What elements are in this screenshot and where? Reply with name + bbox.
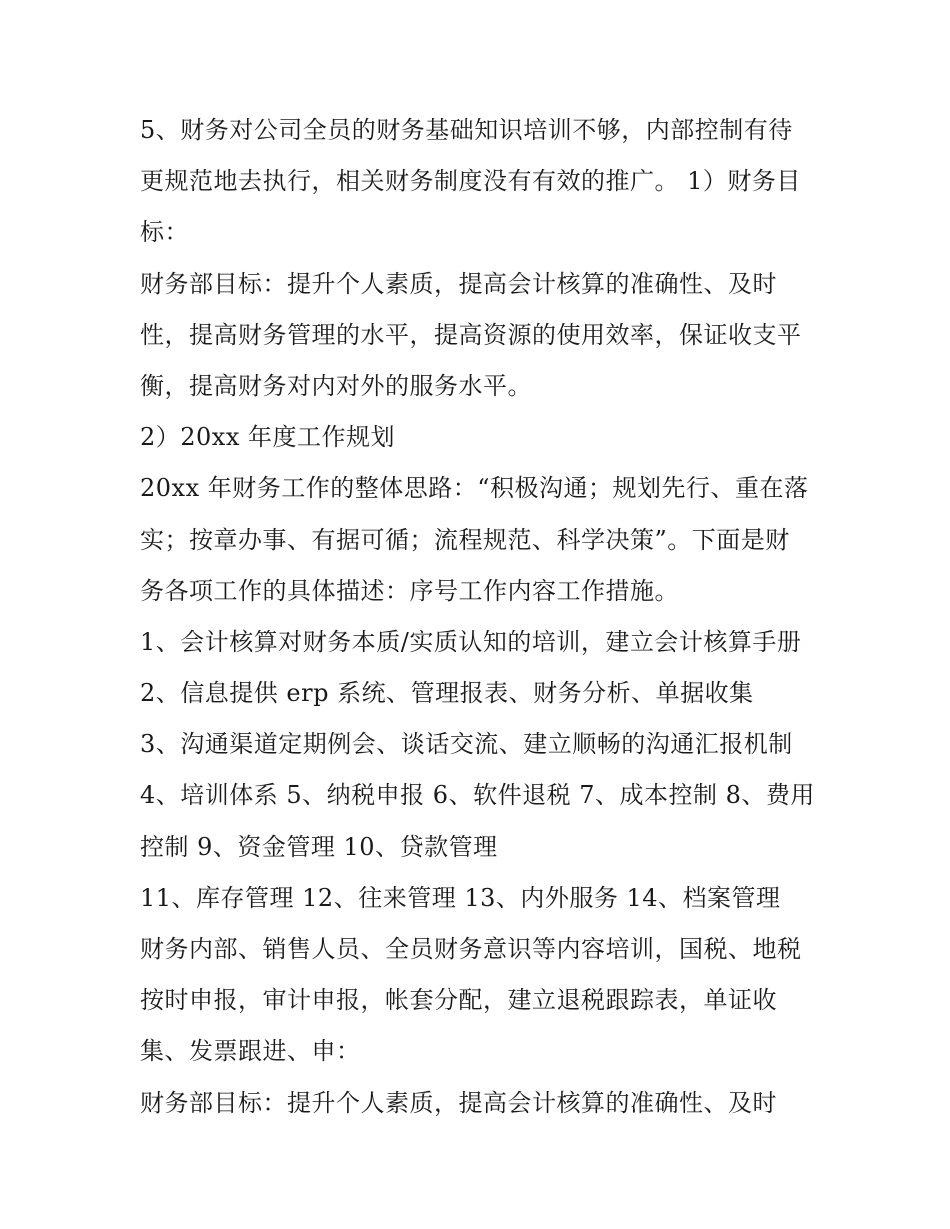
list-item: 控制 9、资金管理 10、贷款管理: [140, 832, 498, 861]
paragraph-line: 集、发票跟进、申：: [140, 1037, 361, 1066]
paragraph-line: 衡，提高财务对内对外的服务水平。: [140, 371, 532, 400]
document-body: [140, 105, 820, 1129]
paragraph-line: 务各项工作的具体描述：序号工作内容工作措施。: [140, 576, 679, 605]
list-item: 11、库存管理 12、往来管理 13、内外服务 14、档案管理: [140, 883, 781, 912]
paragraph-line: 财务部目标：提升个人素质，提高会计核算的准确性、及时: [140, 269, 777, 298]
paragraph-line: 财务部目标：提升个人素质，提高会计核算的准确性、及时: [140, 1088, 777, 1117]
paragraph-line: 性，提高财务管理的水平，提高资源的使用效率，保证收支平: [140, 320, 802, 349]
paragraph-line: 标：: [140, 218, 189, 247]
paragraph-line: 按时申报，审计申报，帐套分配，建立退税跟踪表，单证收: [140, 986, 777, 1015]
paragraph-line: 更规范地去执行，相关财务制度没有有效的推广。 1）财务目: [140, 167, 801, 196]
section-heading: 2）20xx 年度工作规划: [140, 423, 396, 452]
list-item: 1、会计核算对财务本质/实质认知的培训，建立会计核算手册: [140, 627, 802, 656]
list-item: 2、信息提供 erp 系统、管理报表、财务分析、单据收集: [140, 679, 754, 708]
paragraph-line: 实；按章办事、有据可循；流程规范、科学决策”。下面是财: [140, 525, 790, 554]
paragraph-line: 财务内部、销售人员、全员财务意识等内容培训，国税、地税: [140, 935, 802, 963]
paragraph-line: 20xx 年财务工作的整体思路：“积极沟通；规划先行、重在落: [140, 474, 809, 503]
list-item: 4、培训体系 5、纳税申报 6、软件退税 7、成本控制 8、费用: [140, 781, 815, 810]
list-item: 3、沟通渠道定期例会、谈话交流、建立顺畅的沟通汇报机制: [140, 730, 793, 759]
paragraph-line: 5、财务对公司全员的财务基础知识培训不够，内部控制有待: [140, 116, 793, 144]
